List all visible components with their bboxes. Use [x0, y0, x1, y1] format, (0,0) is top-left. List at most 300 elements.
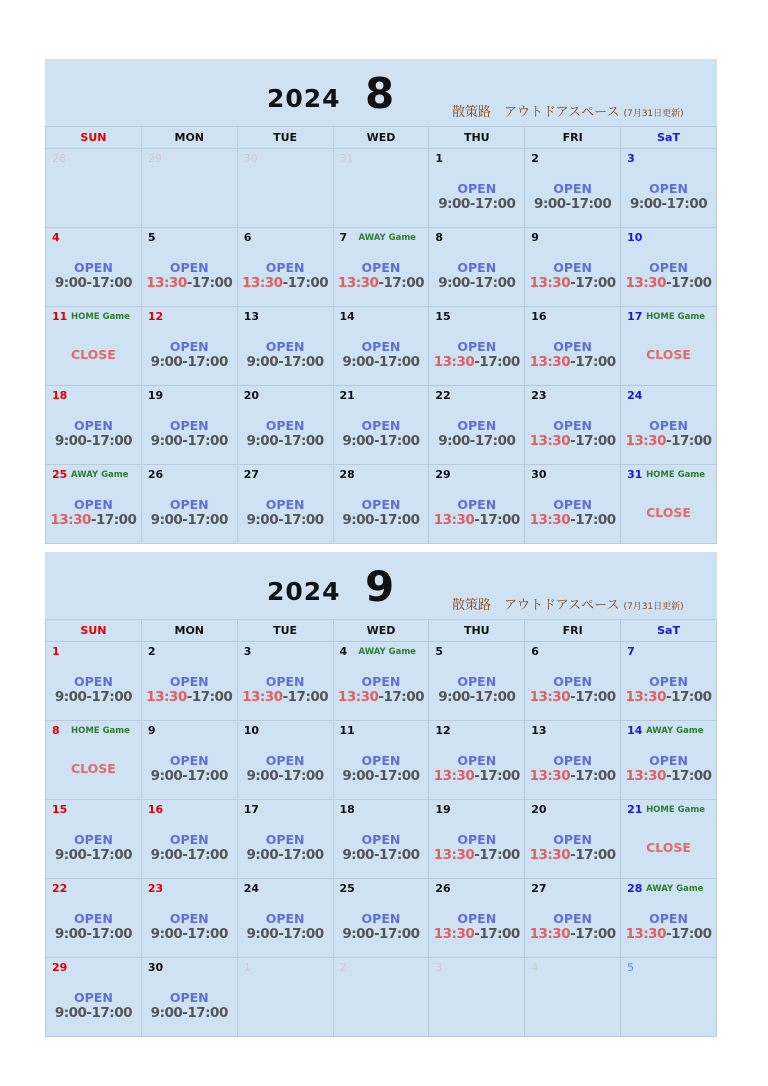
opening-hours [142, 354, 237, 370]
day-number: 6 [531, 645, 539, 658]
day-cell [46, 721, 142, 800]
day-number: 17 [627, 310, 643, 323]
game-tag: HOME Game [646, 805, 705, 815]
hours-end: -17:00 [570, 354, 616, 370]
status-open: OPEN [361, 832, 401, 847]
day-number: 24 [627, 389, 643, 402]
month-label: 8 [365, 69, 395, 118]
calendar-header [45, 59, 717, 126]
status-open: OPEN [553, 753, 593, 768]
game-tag: AWAY Game [358, 647, 416, 657]
day-cell [333, 465, 429, 544]
day-cell [621, 307, 717, 386]
hours-start: 9:00 [438, 275, 470, 291]
status-open: OPEN [169, 339, 209, 354]
status-open: OPEN [169, 990, 209, 1005]
day-number: 21 [627, 803, 643, 816]
hours-start: 13:30 [529, 433, 571, 449]
day-cell [621, 149, 717, 228]
status-open: OPEN [74, 418, 113, 433]
status-close: CLOSE [646, 840, 691, 855]
opening-hours [525, 847, 620, 863]
opening-hours [46, 512, 141, 528]
status-open: OPEN [361, 497, 401, 512]
updated-note: (7月31日更新) [623, 602, 684, 612]
status-close: CLOSE [646, 505, 691, 520]
week-row [46, 642, 717, 721]
day-number: 20 [243, 389, 259, 402]
game-tag: HOME Game [71, 312, 130, 322]
hours-end: -17:00 [474, 768, 520, 784]
status-open: OPEN [169, 832, 209, 847]
hours-end: -17:00 [469, 275, 516, 291]
day-number: 21 [339, 389, 355, 402]
hours-start: 9:00 [150, 433, 183, 449]
day-cell [429, 800, 525, 879]
hours-start: 13:30 [625, 926, 666, 942]
hours-start: 13:30 [337, 275, 379, 291]
opening-hours [621, 768, 716, 784]
day-number: 11 [339, 724, 355, 737]
opening-hours [621, 433, 716, 449]
status-close: CLOSE [646, 347, 691, 362]
hours-start: 9:00 [629, 196, 662, 212]
hours-end: -17:00 [474, 847, 520, 863]
opening-hours [429, 768, 524, 784]
hours-start: 13:30 [625, 433, 666, 449]
place-name: 散策路 アウトドアスペース [452, 105, 620, 120]
day-cell [46, 149, 142, 228]
day-number: 19 [147, 389, 164, 402]
hours-end: -17:00 [278, 847, 324, 863]
day-cell [621, 721, 717, 800]
opening-hours [525, 354, 620, 370]
hours-end: -17:00 [570, 689, 616, 705]
game-tag: AWAY Game [71, 470, 129, 480]
day-cell [141, 465, 237, 544]
hours-end: -17:00 [182, 354, 228, 370]
week-row [46, 386, 717, 465]
day-number: 14 [627, 724, 643, 737]
weekday-header: THU [429, 620, 525, 642]
hours-start: 9:00 [342, 433, 374, 449]
day-cell [237, 307, 333, 386]
updated-note: (7月31日更新) [623, 109, 684, 119]
hours-start: 13:30 [625, 275, 666, 291]
status-open: OPEN [74, 674, 113, 689]
day-cell [333, 149, 429, 228]
opening-hours [46, 433, 141, 449]
opening-hours [525, 689, 620, 705]
opening-hours [429, 354, 524, 370]
day-number: 28 [52, 152, 66, 165]
day-cell [141, 879, 237, 958]
opening-hours [429, 689, 524, 705]
status-open: OPEN [265, 339, 305, 354]
opening-hours [525, 196, 620, 212]
place-title [452, 594, 684, 613]
day-cell [237, 386, 333, 465]
opening-hours [621, 926, 716, 942]
day-number: 23 [147, 882, 164, 895]
status-open: OPEN [649, 418, 688, 433]
day-number: 27 [243, 468, 259, 481]
hours-start: 9:00 [54, 689, 87, 705]
status-open: OPEN [169, 911, 209, 926]
hours-end: -17:00 [665, 689, 712, 705]
hours-end: -17:00 [278, 512, 324, 528]
status-open: OPEN [265, 753, 305, 768]
day-cell [525, 958, 621, 1037]
weekday-header: SUN [46, 127, 142, 149]
day-number: 25 [52, 468, 68, 481]
day-cell [621, 228, 717, 307]
day-number: 9 [531, 231, 539, 244]
hours-start: 9:00 [246, 354, 279, 370]
hours-end: -17:00 [570, 926, 616, 942]
opening-hours [142, 1005, 237, 1021]
hours-end: -17:00 [570, 275, 616, 291]
hours-end: -17:00 [182, 1005, 228, 1021]
day-cell [429, 642, 525, 721]
day-cell [429, 149, 525, 228]
hours-end: -17:00 [373, 768, 420, 784]
day-cell [141, 228, 237, 307]
status-open: OPEN [74, 911, 113, 926]
opening-hours [525, 433, 620, 449]
opening-hours [525, 512, 620, 528]
hours-start: 9:00 [150, 512, 183, 528]
opening-hours [142, 512, 237, 528]
hours-start: 13:30 [529, 926, 571, 942]
status-open: OPEN [361, 753, 401, 768]
hours-start: 9:00 [150, 847, 183, 863]
status-open: OPEN [457, 497, 497, 512]
day-number: 30 [531, 468, 547, 481]
opening-hours [429, 926, 524, 942]
day-cell [141, 149, 237, 228]
calendar-header [45, 552, 717, 619]
hours-start: 9:00 [150, 768, 183, 784]
status-open: OPEN [361, 911, 401, 926]
day-cell [333, 800, 429, 879]
game-tag: AWAY Game [358, 233, 416, 243]
day-number: 5 [627, 961, 635, 974]
status-open: OPEN [553, 418, 593, 433]
day-cell [333, 307, 429, 386]
day-number: 3 [627, 152, 635, 165]
day-cell [525, 642, 621, 721]
opening-hours [334, 512, 429, 528]
day-cell [141, 307, 237, 386]
hours-start: 9:00 [534, 196, 566, 212]
status-open: OPEN [265, 911, 305, 926]
day-number: 28 [627, 882, 643, 895]
day-number: 2 [147, 645, 156, 658]
weekday-header: MON [141, 620, 237, 642]
hours-start: 9:00 [246, 433, 279, 449]
status-open: OPEN [553, 911, 593, 926]
day-cell [525, 721, 621, 800]
status-open: OPEN [265, 418, 305, 433]
day-cell [237, 958, 333, 1037]
status-close: CLOSE [70, 761, 116, 776]
hours-end: -17:00 [182, 433, 228, 449]
game-tag: HOME Game [71, 726, 130, 736]
day-cell [46, 800, 142, 879]
day-number: 26 [147, 468, 164, 481]
day-cell [429, 386, 525, 465]
status-open: OPEN [553, 832, 593, 847]
status-open: OPEN [74, 990, 113, 1005]
weekday-header: WED [333, 127, 429, 149]
day-number: 8 [52, 724, 60, 737]
day-number: 29 [52, 961, 68, 974]
day-cell [525, 800, 621, 879]
hours-start: 9:00 [246, 847, 279, 863]
opening-hours [238, 354, 333, 370]
hours-end: -17:00 [282, 275, 329, 291]
hours-start: 9:00 [342, 926, 374, 942]
status-open: OPEN [649, 911, 688, 926]
hours-start: 9:00 [438, 433, 470, 449]
status-open: OPEN [553, 260, 593, 275]
opening-hours [238, 275, 333, 291]
weekday-header: SaT [621, 620, 717, 642]
opening-hours [429, 196, 524, 212]
day-cell [621, 642, 717, 721]
hours-end: -17:00 [86, 433, 132, 449]
month-label: 9 [365, 562, 395, 611]
day-number: 1 [243, 961, 251, 974]
calendar-grid [45, 619, 717, 1037]
day-cell [141, 386, 237, 465]
hours-start: 9:00 [438, 196, 470, 212]
opening-hours [142, 275, 237, 291]
day-number: 5 [435, 645, 444, 658]
hours-start: 13:30 [242, 275, 283, 291]
day-number: 18 [339, 803, 355, 816]
day-cell [429, 465, 525, 544]
hours-start: 9:00 [54, 1005, 87, 1021]
hours-end: -17:00 [86, 1005, 132, 1021]
opening-hours [238, 689, 333, 705]
day-number: 18 [52, 389, 68, 402]
weekday-header: FRI [525, 620, 621, 642]
day-number: 24 [243, 882, 259, 895]
day-cell [621, 958, 717, 1037]
day-number: 7 [627, 645, 635, 658]
status-open: OPEN [649, 674, 688, 689]
day-number: 13 [531, 724, 547, 737]
day-cell [333, 386, 429, 465]
day-number: 1 [52, 645, 60, 658]
day-cell [237, 721, 333, 800]
opening-hours [429, 847, 524, 863]
day-cell [237, 228, 333, 307]
day-number: 23 [531, 389, 547, 402]
hours-end: -17:00 [474, 354, 520, 370]
day-number: 2 [339, 961, 347, 974]
hours-end: -17:00 [373, 847, 420, 863]
weekday-header: MON [141, 127, 237, 149]
weekday-header: FRI [525, 127, 621, 149]
day-cell [237, 149, 333, 228]
opening-hours [46, 1005, 141, 1021]
hours-start: 9:00 [150, 354, 183, 370]
status-open: OPEN [74, 497, 113, 512]
hours-end: -17:00 [570, 768, 616, 784]
hours-end: -17:00 [570, 847, 616, 863]
hours-end: -17:00 [661, 196, 708, 212]
day-number: 9 [147, 724, 156, 737]
hours-end: -17:00 [570, 433, 616, 449]
opening-hours [238, 512, 333, 528]
hours-end: -17:00 [278, 926, 324, 942]
day-number: 16 [147, 803, 164, 816]
hours-end: -17:00 [469, 433, 516, 449]
day-number: 30 [147, 961, 164, 974]
hours-start: 9:00 [342, 768, 374, 784]
calendar-grid [45, 126, 717, 544]
hours-end: -17:00 [278, 433, 324, 449]
day-number: 30 [243, 152, 258, 165]
opening-hours [142, 689, 237, 705]
day-number: 29 [435, 468, 451, 481]
opening-hours [142, 433, 237, 449]
day-cell [141, 642, 237, 721]
hours-start: 13:30 [433, 847, 475, 863]
hours-start: 13:30 [625, 768, 666, 784]
day-number: 12 [435, 724, 451, 737]
status-open: OPEN [457, 832, 497, 847]
weekday-header: TUE [237, 127, 333, 149]
hours-start: 13:30 [242, 689, 283, 705]
opening-hours [334, 847, 429, 863]
hours-start: 13:30 [433, 768, 475, 784]
day-number: 26 [435, 882, 451, 895]
day-cell [46, 465, 142, 544]
day-number: 11 [52, 310, 68, 323]
status-open: OPEN [361, 339, 401, 354]
hours-end: -17:00 [86, 926, 132, 942]
status-open: OPEN [361, 260, 401, 275]
hours-start: 13:30 [433, 512, 475, 528]
hours-end: -17:00 [182, 926, 228, 942]
opening-hours [238, 768, 333, 784]
day-cell [429, 721, 525, 800]
hours-end: -17:00 [90, 512, 137, 528]
opening-hours [142, 768, 237, 784]
day-cell [525, 386, 621, 465]
opening-hours [46, 847, 141, 863]
week-row [46, 307, 717, 386]
day-cell [46, 958, 142, 1037]
day-cell [237, 465, 333, 544]
hours-start: 9:00 [246, 926, 279, 942]
day-cell [46, 228, 142, 307]
hours-start: 13:30 [529, 847, 571, 863]
hours-end: -17:00 [278, 768, 324, 784]
hours-start: 13:30 [433, 354, 475, 370]
status-open: OPEN [457, 418, 497, 433]
game-tag: HOME Game [646, 470, 705, 480]
status-open: OPEN [553, 497, 593, 512]
hours-end: -17:00 [373, 433, 420, 449]
hours-start: 9:00 [54, 926, 87, 942]
status-open: OPEN [553, 181, 593, 196]
day-cell [525, 149, 621, 228]
weekday-header: SUN [46, 620, 142, 642]
week-row [46, 228, 717, 307]
day-number: 8 [435, 231, 444, 244]
hours-end: -17:00 [469, 196, 516, 212]
hours-start: 9:00 [342, 847, 374, 863]
weekday-header: TUE [237, 620, 333, 642]
hours-end: -17:00 [282, 689, 329, 705]
status-open: OPEN [169, 674, 209, 689]
place-title [452, 101, 684, 120]
hours-end: -17:00 [378, 689, 424, 705]
day-cell [237, 800, 333, 879]
hours-start: 13:30 [529, 768, 571, 784]
game-tag: AWAY Game [646, 884, 704, 894]
hours-start: 9:00 [246, 512, 279, 528]
day-number: 10 [627, 231, 643, 244]
hours-end: -17:00 [86, 847, 132, 863]
status-close: CLOSE [70, 347, 116, 362]
day-cell [237, 879, 333, 958]
opening-hours [429, 275, 524, 291]
status-open: OPEN [265, 497, 305, 512]
status-open: OPEN [361, 674, 401, 689]
status-open: OPEN [457, 339, 497, 354]
status-open: OPEN [457, 753, 497, 768]
status-open: OPEN [169, 418, 209, 433]
status-open: OPEN [169, 497, 209, 512]
day-number: 28 [339, 468, 355, 481]
day-number: 3 [243, 645, 252, 658]
day-cell [333, 228, 429, 307]
hours-start: 13:30 [50, 512, 91, 528]
calendar-august [45, 59, 717, 543]
day-number: 2 [531, 152, 539, 165]
day-cell [333, 879, 429, 958]
week-row [46, 721, 717, 800]
day-number: 3 [435, 961, 443, 974]
day-number: 12 [147, 310, 164, 323]
hours-start: 13:30 [529, 689, 571, 705]
day-cell [333, 721, 429, 800]
status-open: OPEN [649, 753, 688, 768]
day-number: 15 [52, 803, 68, 816]
day-number: 1 [435, 152, 444, 165]
opening-hours [46, 926, 141, 942]
hours-start: 13:30 [529, 512, 571, 528]
day-cell [46, 307, 142, 386]
hours-end: -17:00 [182, 512, 228, 528]
hours-start: 9:00 [150, 1005, 183, 1021]
day-cell [333, 642, 429, 721]
status-open: OPEN [361, 418, 401, 433]
status-open: OPEN [649, 181, 688, 196]
day-cell [237, 642, 333, 721]
hours-end: -17:00 [378, 275, 424, 291]
hours-end: -17:00 [469, 689, 516, 705]
hours-start: 9:00 [246, 768, 279, 784]
day-number: 31 [339, 152, 354, 165]
day-cell [525, 879, 621, 958]
